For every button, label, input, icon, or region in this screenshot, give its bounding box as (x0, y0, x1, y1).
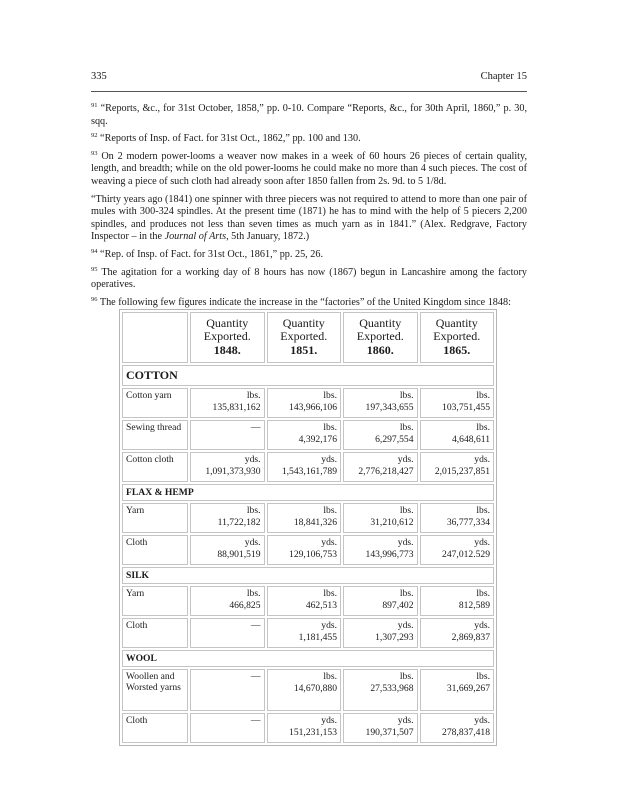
row-label: Woollen and Worsted yarns (122, 669, 188, 711)
amount: 143,966,106 (289, 402, 337, 413)
value-cell (420, 669, 495, 711)
unit: lbs. (246, 588, 261, 599)
page-number: 335 (91, 71, 107, 82)
unit: yds. (321, 454, 337, 465)
unit: yds. (321, 715, 337, 726)
unit: yds. (474, 454, 490, 465)
footnote: $^{91}$ “Reports, &c., for 31st October, 1858,” pp. 0-10. Compare “Reports, &c., for 30th April, 1860,” p. 30, sqq. (91, 102, 527, 127)
unit: yds. (474, 620, 490, 631)
value-cell (420, 713, 495, 743)
unit: yds. (474, 715, 490, 726)
unit: — (250, 715, 261, 726)
running-header (91, 71, 527, 85)
value-cell (343, 503, 418, 533)
value-cell (267, 669, 342, 711)
amount: 1,181,455 (298, 632, 337, 643)
value-cell (343, 420, 418, 450)
column-header: Quantity Exported. 1865. (420, 312, 495, 363)
table-row (122, 669, 494, 711)
amount: 812,589 (458, 600, 490, 611)
unit: yds. (244, 537, 261, 548)
value-cell (190, 586, 265, 616)
unit: lbs. (476, 390, 490, 401)
value-cell (420, 586, 495, 616)
amount: 2,015,237,851 (434, 466, 490, 477)
value-cell (190, 452, 265, 482)
value-cell (190, 618, 265, 648)
unit: — (250, 671, 261, 682)
table-row (122, 388, 494, 418)
amount: 247,012.529 (442, 549, 490, 560)
unit: lbs. (246, 390, 261, 401)
amount: 1,307,293 (375, 632, 414, 643)
value-cell (190, 669, 265, 711)
header-rule (91, 91, 527, 92)
amount: 103,751,455 (442, 402, 490, 413)
section-title: SILK (122, 567, 494, 584)
value-cell (190, 503, 265, 533)
value-cell (420, 535, 495, 565)
table-row (122, 713, 494, 743)
row-label: Yarn (122, 586, 188, 616)
value-cell (267, 618, 342, 648)
amount: 4,392,176 (298, 434, 337, 445)
amount: 151,231,153 (289, 727, 337, 738)
value-cell (420, 388, 495, 418)
unit: yds. (474, 537, 490, 548)
row-label: Cotton cloth (122, 452, 188, 482)
column-header: Quantity Exported. 1848. (190, 312, 265, 363)
amount: 18,841,326 (293, 517, 337, 528)
section-row (122, 365, 494, 386)
amount: 143,996,773 (365, 549, 414, 560)
value-cell (420, 618, 495, 648)
amount: 190,371,507 (365, 727, 414, 738)
value-cell (343, 713, 418, 743)
value-cell (267, 452, 342, 482)
unit: yds. (397, 715, 414, 726)
amount: 462,513 (305, 600, 337, 611)
amount: 14,670,880 (293, 683, 337, 694)
unit: lbs. (476, 505, 490, 516)
value-cell (343, 535, 418, 565)
table-row (122, 452, 494, 482)
amount: 1,091,373,930 (205, 466, 261, 477)
unit: — (250, 620, 261, 631)
amount: 31,210,612 (370, 517, 414, 528)
exports-table (119, 309, 497, 746)
amount: 1,543,161,789 (281, 466, 337, 477)
unit: yds. (397, 620, 414, 631)
unit: lbs. (399, 422, 414, 433)
value-cell (343, 586, 418, 616)
value-cell (343, 669, 418, 711)
unit: lbs. (323, 390, 337, 401)
amount: 27,533,968 (370, 683, 414, 694)
value-cell (267, 388, 342, 418)
unit: yds. (397, 454, 414, 465)
row-label: Cloth (122, 713, 188, 743)
value-cell (267, 535, 342, 565)
amount: 278,837,418 (442, 727, 490, 738)
unit: lbs. (399, 588, 414, 599)
chapter-title: Chapter 15 (480, 71, 527, 82)
section-title: COTTON (122, 365, 494, 386)
table-row (122, 618, 494, 648)
column-header: Quantity Exported. 1860. (343, 312, 418, 363)
amount: 6,297,554 (375, 434, 414, 445)
amount: 11,722,182 (217, 517, 261, 528)
amount: 129,106,753 (289, 549, 337, 560)
footnote: $^{95}$ The agitation for a working day of 8 hours has now (1867) begun in Lancashire among the factory operatives. (91, 265, 527, 291)
value-cell (267, 503, 342, 533)
section-title: WOOL (122, 650, 494, 667)
unit: lbs. (399, 390, 414, 401)
amount: 2,776,218,427 (358, 466, 414, 477)
row-label: Cotton yarn (122, 388, 188, 418)
amount: 197,343,655 (365, 402, 414, 413)
footnote: $^{92}$ “Reports of Insp. of Fact. for 31st Oct., 1862,” pp. 100 and 130. (91, 132, 361, 145)
unit: lbs. (323, 422, 337, 433)
table-row (122, 503, 494, 533)
table-row (122, 586, 494, 616)
amount: 897,402 (382, 600, 414, 611)
section-row (122, 567, 494, 584)
footnotes (91, 103, 527, 314)
unit: yds. (244, 454, 261, 465)
table-row (122, 535, 494, 565)
value-cell (343, 618, 418, 648)
value-cell (267, 586, 342, 616)
unit: lbs. (476, 671, 490, 682)
table-header-row (122, 312, 494, 363)
section-row (122, 650, 494, 667)
row-label: Cloth (122, 535, 188, 565)
row-label: Yarn (122, 503, 188, 533)
unit: yds. (397, 537, 414, 548)
footnote-continuation: “Thirty years ago (1841) one spinner with three piecers was not required to attend to more than one pair of mules with 300-324 spindles. At the present time (1871) he has to mind with the help of 5 piecers 2,200 spindles, and produces not less than seven times as much yarn as in 1841.” (Alex. Redgrave, Factory Inspector – in the Journal of Arts, 5th January, 1872.) (91, 193, 527, 243)
footnote: $^{96}$ The following few figures indicate the increase in the “factories” of the United Kingdom since 1848: (91, 295, 511, 308)
unit: lbs. (476, 422, 490, 433)
footnote: $^{93}$ On 2 modern power-looms a weaver now makes in a week of 60 hours 26 pieces of certain quality, length, and breadth; while on the old power-looms he could make no more than 4 such pieces. The cost of weaving a piece of such cloth had already soon after 1850 fallen from 2s. 9d. to 5 1/8d. (91, 149, 527, 187)
unit: lbs. (323, 505, 337, 516)
amount: 466,825 (229, 600, 261, 611)
value-cell (190, 388, 265, 418)
amount: 4,648,611 (451, 434, 490, 445)
value-cell (190, 420, 265, 450)
value-cell (420, 420, 495, 450)
value-cell (190, 713, 265, 743)
value-cell (190, 535, 265, 565)
row-label: Cloth (122, 618, 188, 648)
amount: 36,777,334 (446, 517, 490, 528)
amount: 135,831,162 (212, 402, 261, 413)
value-cell (267, 420, 342, 450)
value-cell (420, 452, 495, 482)
value-cell (343, 452, 418, 482)
unit: yds. (321, 620, 337, 631)
section-row (122, 484, 494, 501)
unit: lbs. (476, 588, 490, 599)
unit: lbs. (399, 671, 414, 682)
unit: lbs. (323, 588, 337, 599)
value-cell (343, 388, 418, 418)
amount: 31,669,267 (446, 683, 490, 694)
unit: lbs. (399, 505, 414, 516)
amount: 2,869,837 (451, 632, 490, 643)
unit: yds. (321, 537, 337, 548)
table-row (122, 420, 494, 450)
unit: — (250, 422, 261, 433)
amount: 88,901,519 (217, 549, 261, 560)
value-cell (420, 503, 495, 533)
unit: lbs. (323, 671, 337, 682)
row-label: Sewing thread (122, 420, 188, 450)
section-title: FLAX & HEMP (122, 484, 494, 501)
column-header: Quantity Exported. 1851. (267, 312, 342, 363)
footnote: $^{94}$ “Rep. of Insp. of Fact. for 31st Oct., 1861,” pp. 25, 26. (91, 247, 324, 260)
unit: lbs. (246, 505, 261, 516)
value-cell (267, 713, 342, 743)
header-blank (122, 312, 188, 363)
